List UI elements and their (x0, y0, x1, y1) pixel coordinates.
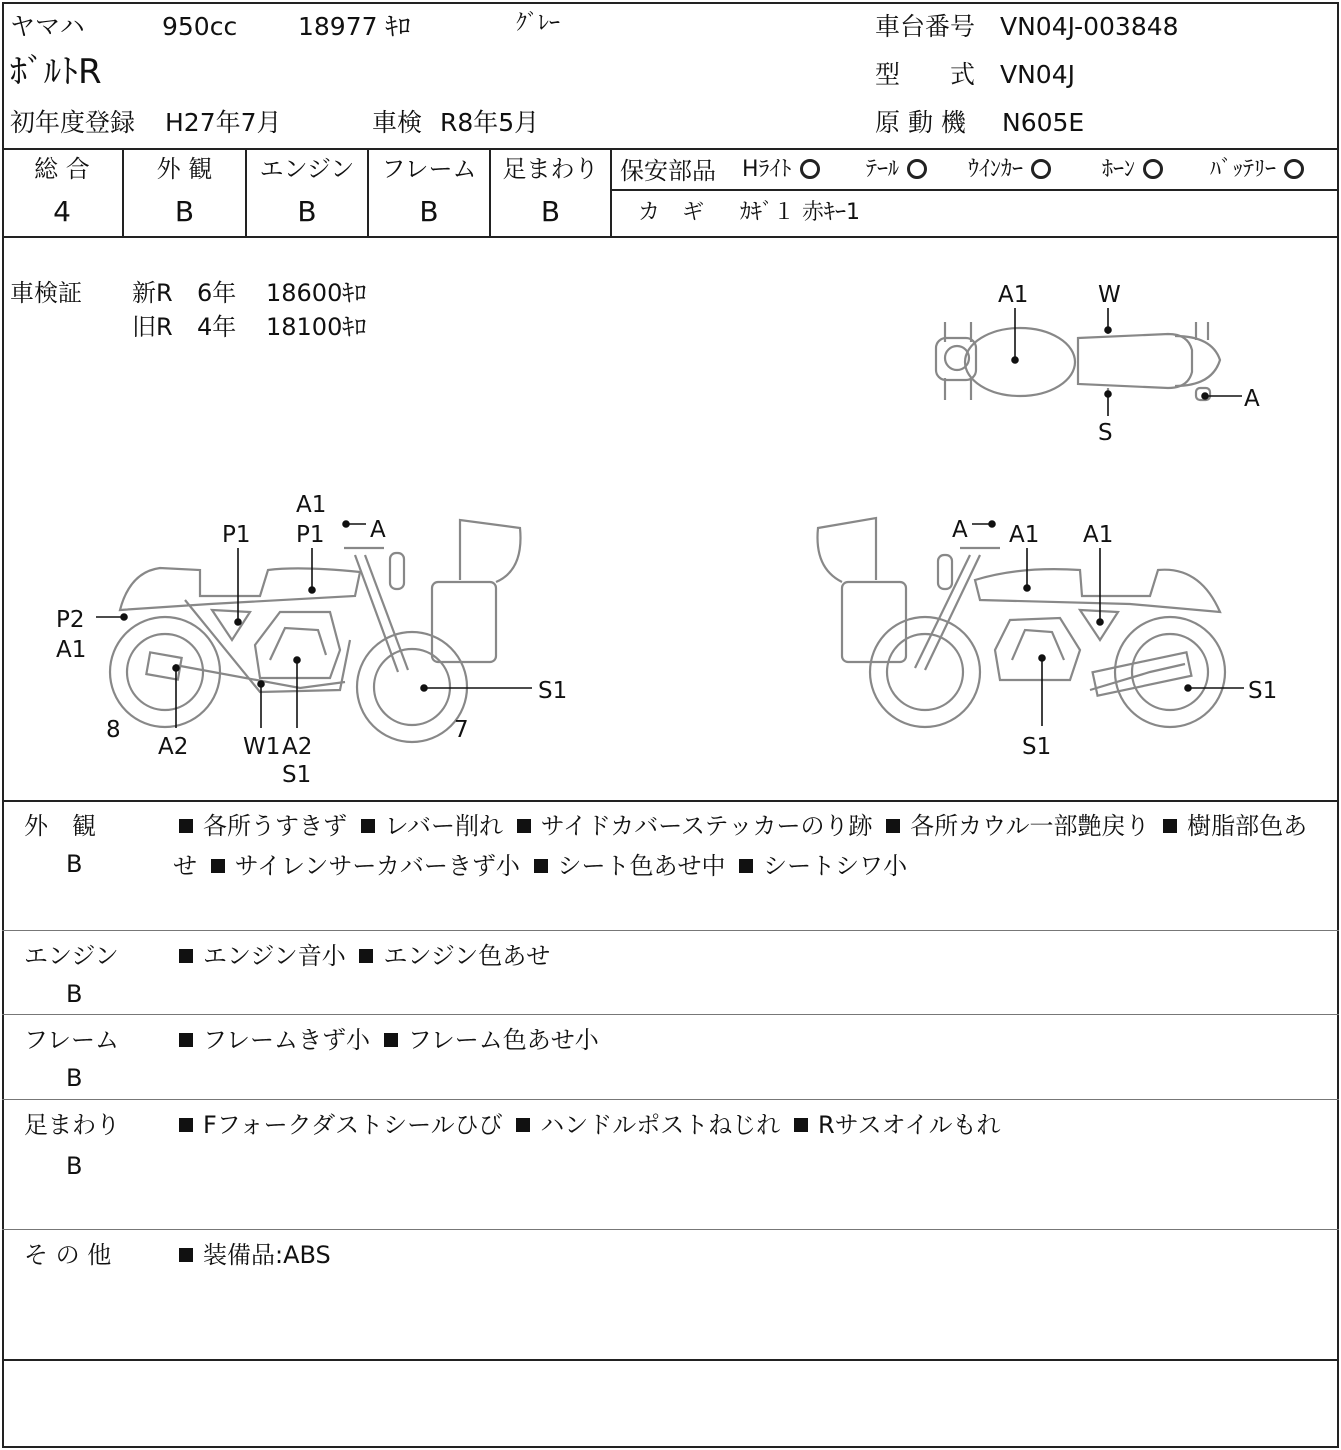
divider (612, 189, 1339, 191)
left-label-s1-b: S1 (282, 762, 312, 788)
score-header-frame: フレーム (381, 155, 477, 183)
engine-label: 原 動 機 (875, 108, 966, 137)
section-grade-suspension: B (66, 1152, 83, 1180)
model-name: ﾎﾞﾙﾄR (10, 52, 102, 92)
left-label-a2: A2 (158, 734, 189, 760)
top-label-s: S (1098, 420, 1113, 446)
divider (2, 800, 1339, 802)
score-header-overall: 総 合 (34, 155, 90, 183)
section-grade-frame: B (66, 1064, 83, 1092)
divider (610, 148, 612, 238)
top-label-a1: A1 (998, 282, 1029, 308)
section-items-engine: エンジン音小 エンジン色あせ (173, 936, 1323, 976)
section-items-suspension: Fフォークダストシールひび ハンドルポストねじれ Rサスオイルもれ (173, 1105, 1323, 1145)
inspection-label: 車検 (372, 108, 423, 137)
score-frame: B (419, 195, 439, 228)
displacement: 950cc (162, 12, 238, 41)
key-value: ｶｷﾞ１ 赤ｷｰ1 (740, 200, 860, 225)
divider (2, 1359, 1339, 1361)
cert-row-years: 6年 (197, 279, 237, 307)
ok-circle-icon (800, 159, 820, 179)
divider (2, 1014, 1339, 1015)
right-label-s1: S1 (1248, 678, 1278, 704)
ok-circle-icon (1031, 159, 1051, 179)
safety-item-battery: ﾊﾞｯﾃﾘｰ (1210, 156, 1304, 184)
safety-item-horn: ﾎｰﾝ (1102, 156, 1163, 184)
top-view-bike-icon (936, 322, 1220, 400)
top-label-w: W (1098, 282, 1121, 308)
mileage: 18977 ｷﾛ (298, 12, 411, 41)
left-label-p2: P2 (56, 607, 85, 633)
ok-circle-icon (1143, 159, 1163, 179)
score-exterior: B (174, 195, 195, 228)
ok-circle-icon (1284, 159, 1304, 179)
cert-row-km: 18100ｷﾛ (266, 313, 367, 341)
divider (2, 930, 1339, 931)
divider (2, 236, 1339, 238)
left-label-7: 7 (454, 717, 469, 743)
right-label-a1-b: A1 (1083, 522, 1114, 548)
left-label-a2-b: A2 (282, 734, 313, 760)
engine-value: N605E (1002, 108, 1085, 137)
divider (2, 1229, 1339, 1230)
cert-label: 車検証 (10, 279, 82, 307)
section-grade-engine: B (66, 980, 83, 1008)
divider (2, 1099, 1339, 1100)
right-label-s1-b: S1 (1022, 734, 1052, 760)
section-items-frame: フレームきず小 フレーム色あせ小 (173, 1020, 1323, 1060)
cert-row-years: 4年 (197, 313, 237, 341)
left-label-8: 8 (106, 717, 121, 743)
cert-row-km: 18600ｷﾛ (266, 279, 367, 307)
section-grade-exterior: B (66, 850, 83, 878)
section-label-frame: フレーム (24, 1026, 120, 1054)
section-label-exterior: 外 観 (24, 812, 96, 840)
right-label-a1: A1 (1009, 522, 1040, 548)
frame-no-label: 車台番号 (875, 12, 976, 41)
first-reg-label: 初年度登録 (10, 108, 136, 137)
type-value: VN04J (1000, 60, 1075, 89)
score-engine: B (297, 195, 317, 228)
left-label-p1: P1 (222, 522, 251, 548)
safety-item-headlight: Hﾗｲﾄ (742, 156, 820, 184)
left-label-a1: A1 (296, 492, 327, 518)
left-label-w1: W1 (243, 734, 281, 760)
top-label-a: A (1244, 386, 1260, 412)
score-header-exterior: 外 観 (156, 155, 213, 183)
score-header-engine: エンジン (259, 155, 355, 183)
cert-row-type: 旧R (132, 313, 173, 341)
inspection-value: R8年5月 (440, 108, 540, 137)
safety-item-winker: ｳｲﾝｶｰ (968, 156, 1051, 184)
section-label-suspension: 足まわり (24, 1111, 120, 1139)
safety-item-tail: ﾃｰﾙ (866, 156, 927, 184)
first-reg-value: H27年7月 (165, 108, 282, 137)
type-label: 型 式 (875, 60, 976, 89)
damage-diagram (0, 240, 1341, 800)
section-label-other: そ の 他 (24, 1241, 112, 1269)
section-items-other: 装備品:ABS (173, 1235, 1323, 1275)
left-label-a: A (370, 517, 386, 543)
right-view-bike-icon (818, 518, 1226, 727)
score-overall: 4 (53, 195, 71, 228)
key-label: カ ギ (638, 200, 705, 225)
safety-label: 保安部品 (620, 157, 716, 185)
left-label-s1: S1 (538, 678, 568, 704)
right-label-a: A (952, 517, 968, 543)
frame-no-value: VN04J-003848 (1000, 12, 1179, 41)
left-view-bike-icon (110, 520, 521, 742)
maker: ヤマハ (10, 12, 85, 41)
color: ｸﾞﾚｰ (516, 11, 561, 36)
left-label-p1-b: P1 (296, 522, 325, 548)
left-label-a1-b: A1 (56, 637, 87, 663)
score-header-suspension: 足まわり (502, 155, 599, 183)
section-label-engine: エンジン (24, 942, 119, 970)
section-items-exterior: 各所うすきず レバー削れ サイドカバーステッカーのり跡 各所カウル一部艶戻り 樹脂部色あせ サイレンサーカバーきず小 シート色あせ中 シートシワ小 (173, 812, 1308, 880)
ok-circle-icon (907, 159, 927, 179)
cert-row-type: 新R (132, 279, 173, 307)
score-suspension: B (540, 195, 561, 228)
